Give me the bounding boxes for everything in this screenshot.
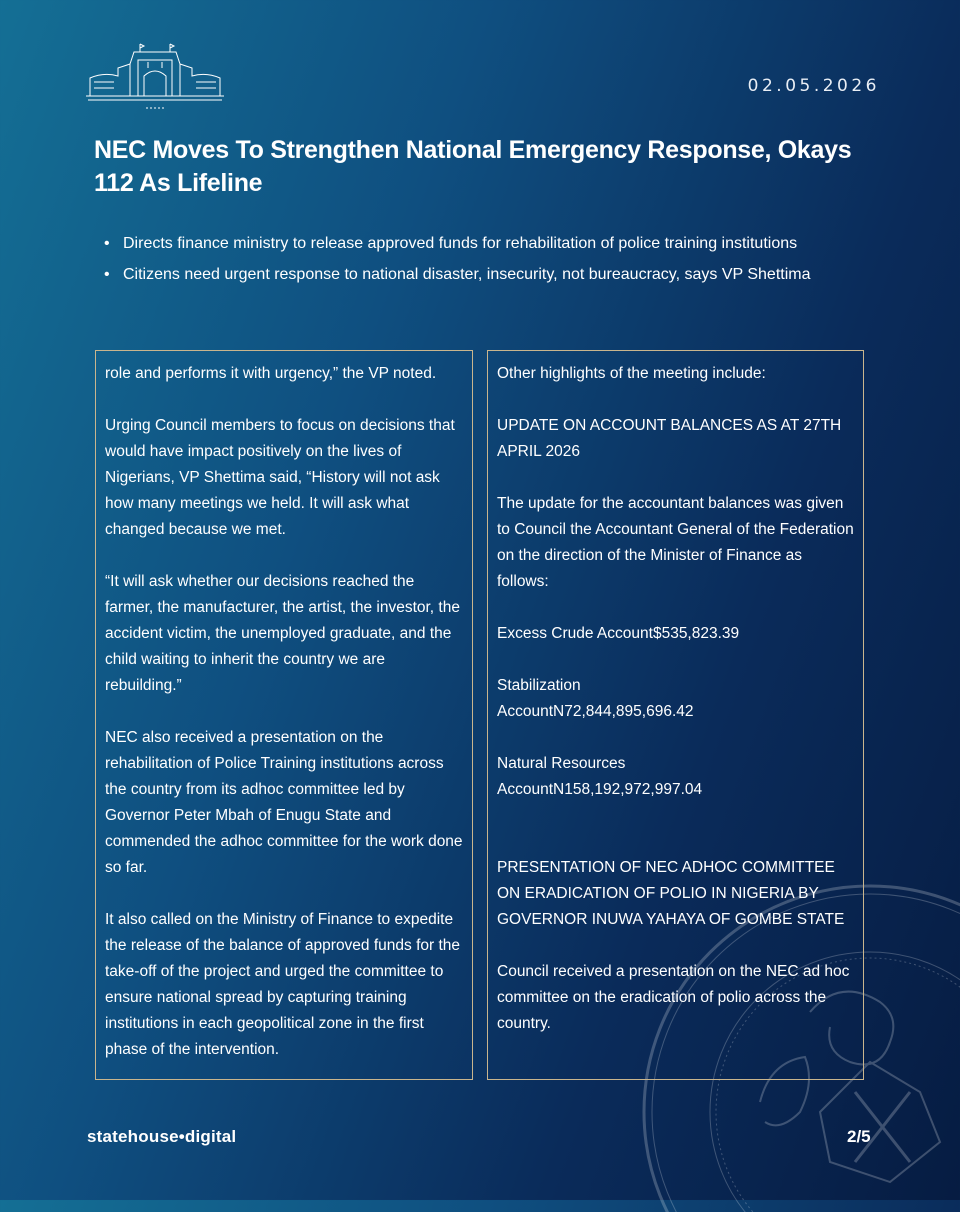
left-column-box [95,350,473,1080]
account-name: Excess Crude Account [497,625,653,642]
paragraph: NEC also received a presentation on the rehabilitation of Police Training institutions across the country from its adhoc committee led by Governor Peter Mbah of Enugu State and commended the adhoc committee for the work done so far. [105,729,463,876]
headline-title: NEC Moves To Strengthen National Emergency Response, Okays 112 As Lifeline [94,136,852,197]
right-column-box [487,350,864,1080]
account-balances-paragraph: The update for the accountant balances was given to Council the Accountant General of the Federation on the direction of the Minister of Finance as follows: [497,495,854,590]
account-name-line2: Account [497,703,554,720]
bullet-item: • Directs finance ministry to release approved funds for rehabilitation of police training institutions [104,231,864,256]
account-value: $535,823.39 [652,625,740,642]
brand-label: statehouse•digital [87,1127,237,1146]
polio-committee-paragraph: Council received a presentation on the NEC ad hoc committee on the eradication of polio across the country. [497,963,850,1032]
bullet-item: • Citizens need urgent response to national disaster, insecurity, not bureaucracy, says VP Shettima [104,262,864,287]
paragraph: It also called on the Ministry of Finance to expedite the release of the balance of approved funds for the take-off of the project and urged the committee to ensure national spread by capturing training institutions in each geopolitical zone in the first phase of the intervention. [105,911,461,1058]
date-label: 02.05.2026 [747,76,880,96]
account-name-line2: Account [497,781,554,798]
page-indicator: 2/5 [847,1127,871,1146]
account-row-stabilization [497,673,855,725]
paragraph: “It will ask whether our decisions reached the farmer, the manufacturer, the artist, the investor, the accident victim, the unemployed graduate, and the child waiting to inherit the country we are rebuilding.” [105,573,460,694]
account-value: N158,192,972,997.04 [553,781,703,798]
account-row-natural-resources [497,751,855,803]
account-balances-heading: UPDATE ON ACCOUNT BALANCES AS AT 27TH APRIL 2026 [497,417,842,460]
summary-bullets [104,231,864,293]
state-house-logo-icon [84,38,226,112]
highlights-intro: Other highlights of the meeting include: [497,365,766,382]
account-name: Natural Resources [497,755,626,772]
account-name: Stabilization [497,677,581,694]
account-row-excess-crude [497,621,855,647]
paragraph: Urging Council members to focus on decisions that would have impact positively on the lives of Nigerians, VP Shettima said, “History will not ask how many meetings we held. It will ask what changed because we met. [105,417,455,538]
polio-committee-heading: PRESENTATION OF NEC ADHOC COMMITTEE ON ERADICATION OF POLIO IN NIGERIA BY GOVERNOR INUWA YAHAYA OF GOMBE STATE [497,859,845,928]
paragraph: role and performs it with urgency,” the VP noted. [105,365,437,382]
account-value: N72,844,895,696.42 [553,703,694,720]
